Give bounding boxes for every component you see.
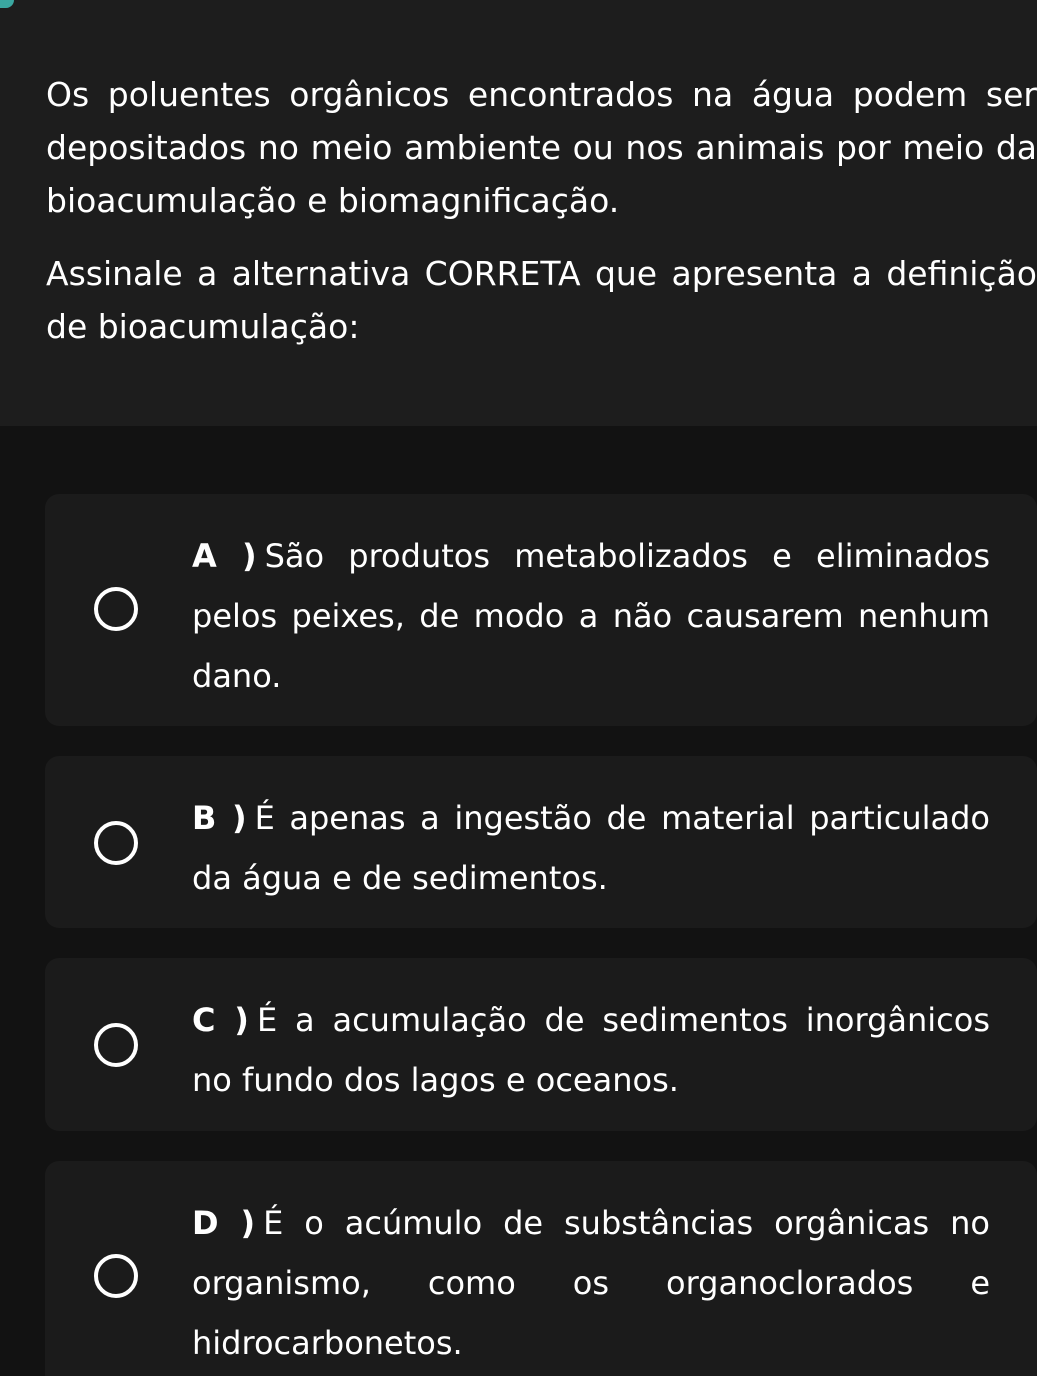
option-a-text-block bbox=[192, 526, 990, 706]
option-d-card[interactable] bbox=[45, 1161, 1037, 1376]
radio-button-d[interactable] bbox=[94, 1254, 138, 1298]
option-c-letter: C ) bbox=[192, 1001, 249, 1039]
option-d-text: É o acúmulo de substâncias orgânicas no organismo, como os organoclorados e hidrocarbonetos. bbox=[192, 1204, 991, 1362]
option-d-letter: D ) bbox=[192, 1204, 256, 1242]
corner-accent bbox=[0, 0, 14, 8]
radio-button-b[interactable] bbox=[94, 821, 138, 865]
option-c-text-block bbox=[192, 990, 990, 1110]
question-intro-text: Os poluentes orgânicos encontrados na água podem ser depositados no meio ambiente ou nos animais por meio da bioacumulação e biomagnificação. bbox=[46, 75, 1037, 220]
question-prompt-text: Assinale a alternativa CORRETA que apresenta a definição de bioacumulação: bbox=[46, 254, 1037, 346]
radio-button-a[interactable] bbox=[94, 587, 138, 631]
option-a-text: São produtos metabolizados e eliminados pelos peixes, de modo a não causarem nenhum dano. bbox=[192, 537, 991, 695]
option-b-card[interactable] bbox=[45, 756, 1037, 928]
option-a-letter: A ) bbox=[192, 537, 257, 575]
option-b-text: É apenas a ingestão de material particulado da água e de sedimentos. bbox=[192, 799, 991, 897]
option-d-text-block bbox=[192, 1193, 990, 1373]
radio-button-c[interactable] bbox=[94, 1023, 138, 1067]
option-b-text-block bbox=[192, 788, 990, 908]
question-panel bbox=[0, 0, 1037, 426]
option-c-card[interactable] bbox=[45, 958, 1037, 1131]
option-a-card[interactable] bbox=[45, 494, 1037, 726]
option-c-text: É a acumulação de sedimentos inorgânicos no fundo dos lagos e oceanos. bbox=[192, 1001, 991, 1099]
option-b-letter: B ) bbox=[192, 799, 247, 837]
